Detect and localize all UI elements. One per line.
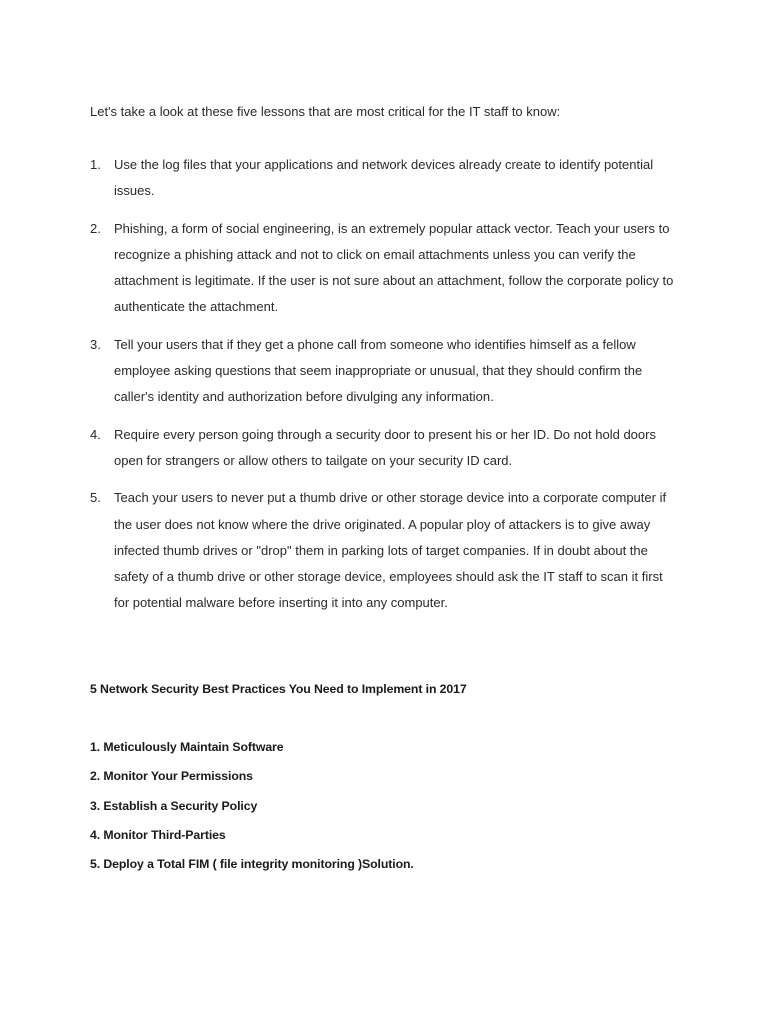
list-item — [90, 152, 680, 205]
list-number: 1. — [90, 157, 101, 172]
list-item — [90, 332, 680, 411]
list-number: 2. — [90, 220, 101, 236]
practice-item: 5. Deploy a Total FIM ( file integrity monitoring )Solution. — [90, 857, 414, 872]
list-item-text: Require every person going through a security door to present his or her ID. Do not hold doors open for strangers or allow others to tailgate on your security ID card. — [114, 426, 656, 468]
list-number: 3. — [90, 336, 101, 352]
list-number: 5. — [90, 490, 101, 506]
list-item — [90, 216, 680, 321]
practices-list — [90, 739, 414, 885]
list-item-text: Phishing, a form of social engineering, is an extremely popular attack vector. Teach your users to recognize a phishing attack and not to click on email attachments unless you can verify the attachment is legitimate. If the user is not sure about an attachment, follow the corporate policy to authenticate the attachment. — [114, 220, 674, 315]
lessons-list — [90, 152, 680, 628]
practice-item: 2. Monitor Your Permissions — [90, 769, 253, 784]
practice-item: 1. Meticulously Maintain Software — [90, 740, 284, 754]
practice-item: 4. Monitor Third-Parties — [90, 827, 226, 842]
list-item — [90, 485, 680, 616]
practice-item: 3. Establish a Security Policy — [90, 798, 258, 813]
list-item-text: Teach your users to never put a thumb drive or other storage device into a corporate computer if the user does not know where the drive originated. A popular ploy of attackers is to give away infected thumb drives or "drop" them in parking lots of target companies. If in doubt about the safety of a thumb drive or other storage device, employees should ask the IT staff to scan it first for potential malware before inserting it into any computer. — [114, 490, 667, 611]
list-item — [90, 422, 680, 475]
intro-paragraph: Let's take a look at these five lessons that are most critical for the IT staff to know: — [90, 104, 561, 119]
list-number: 4. — [90, 426, 101, 442]
list-item-text: Use the log files that your applications and network devices already create to identify potential issues. — [114, 157, 654, 199]
list-item-text: Tell your users that if they get a phone call from someone who identifies himself as a fellow employee asking questions that seem inappropriate or unusual, that they should confirm the caller's identity and authorization before divulging any information. — [114, 336, 643, 405]
practices-heading: 5 Network Security Best Practices You Need to Implement in 2017 — [90, 682, 467, 696]
